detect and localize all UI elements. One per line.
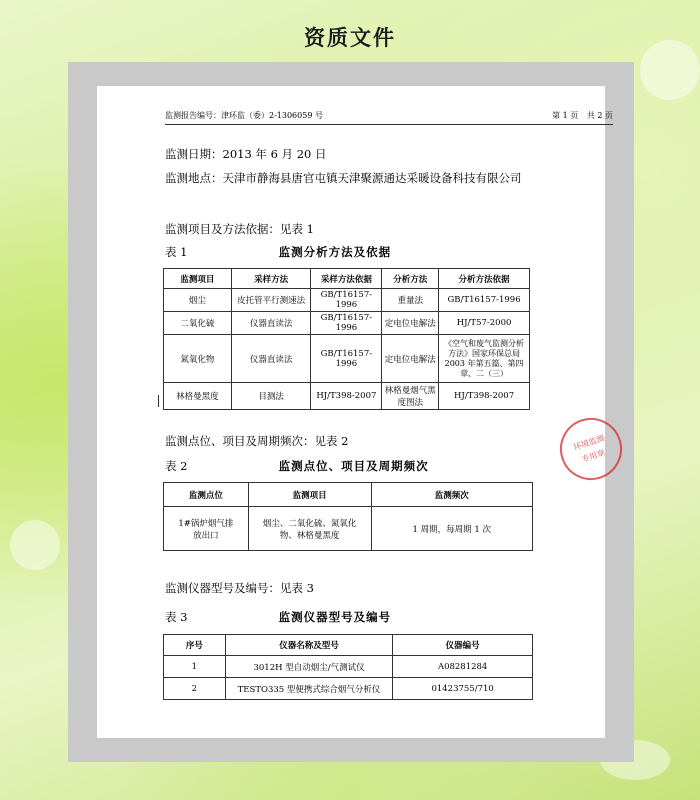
table-cell: 1#锅炉烟气排放出口 [164, 507, 249, 551]
table-cell: HJ/T57-2000 [439, 312, 530, 335]
table1 [163, 268, 530, 410]
table-row [164, 678, 533, 700]
table-row [164, 312, 530, 335]
table1-number: 表 1 [165, 245, 188, 259]
table-cell: 烟尘 [164, 289, 232, 312]
table-cell: TESTO335 型便携式综合烟气分析仪 [225, 678, 393, 700]
table-cell: 《空气和废气监测分析方法》国家环保总局 2003 年第五篇、第四章、二（三） [439, 335, 530, 383]
table-header: 监测点位 [164, 483, 249, 507]
table-row [164, 335, 530, 383]
table2-caption [165, 458, 525, 474]
table-cell: HJ/T398-2007 [311, 383, 382, 410]
table-header: 采样方法依据 [311, 269, 382, 289]
table-cell: 1 周期，每周期 1 次 [371, 507, 533, 551]
table-cell: 目测法 [231, 383, 311, 410]
monitor-site: 监测地点：天津市静海县唐官屯镇天津聚源通达采暖设备科技有限公司 [165, 171, 522, 185]
seal-text-top: 环境监测 [572, 433, 606, 453]
table3-title: 监测仪器型号及编号 [278, 610, 392, 624]
report-number: 监测报告编号：津环监（委）2-1306059 号 [165, 111, 323, 120]
table3-number: 表 3 [165, 610, 188, 624]
table-cell: 1 [164, 656, 226, 678]
table3 [163, 634, 533, 700]
table-cell: GB/T16157-1996 [311, 335, 382, 383]
table-header: 仪器名称及型号 [225, 635, 393, 656]
table-cell: HJ/T398-2007 [439, 383, 530, 410]
table-row [164, 383, 530, 410]
table-cell: 3012H 型自动烟尘/气测试仪 [225, 656, 393, 678]
table2-number: 表 2 [165, 459, 188, 473]
report-header [165, 110, 613, 125]
background-blob [10, 520, 60, 570]
table-cell: A08281284 [393, 656, 533, 678]
table-cell: GB/T16157-1996 [439, 289, 530, 312]
table1-title: 监测分析方法及依据 [278, 245, 392, 259]
table-row [164, 507, 533, 551]
table-header: 监测频次 [371, 483, 533, 507]
seal-text-bottom: 专用章 [580, 448, 607, 465]
items-reference: 监测项目及方法依据：见表 1 [165, 222, 314, 236]
page-total: 共 2 页 [586, 111, 613, 120]
table2-title: 监测点位、项目及周期频次 [278, 459, 429, 473]
instruments-reference: 监测仪器型号及编号：见表 3 [165, 581, 314, 595]
table-cell: 仪器直读法 [231, 312, 311, 335]
table-cell: GB/T16157-1996 [311, 312, 382, 335]
table3-caption [165, 609, 525, 625]
table-header: 采样方法 [231, 269, 311, 289]
table-cell: 二氧化硫 [164, 312, 232, 335]
page-indicator [546, 110, 613, 121]
table-header: 分析方法 [382, 269, 439, 289]
table-row [164, 656, 533, 678]
table-cell: 定电位电解法 [382, 335, 439, 383]
margin-mark [158, 395, 159, 407]
table-cell: 林格曼烟气黑度图法 [382, 383, 439, 410]
table-header: 分析方法依据 [439, 269, 530, 289]
table-cell: 仪器直读法 [231, 335, 311, 383]
table1-caption [165, 244, 525, 260]
page-number: 第 1 页 [552, 111, 579, 120]
table2 [163, 482, 533, 551]
monitor-date: 监测日期：2013 年 6 月 20 日 [165, 147, 327, 161]
table-header: 监测项目 [248, 483, 371, 507]
table-header: 监测项目 [164, 269, 232, 289]
table-cell: 氮氧化物 [164, 335, 232, 383]
table-header: 序号 [164, 635, 226, 656]
table-header: 仪器编号 [393, 635, 533, 656]
table-cell: 重量法 [382, 289, 439, 312]
table-cell: GB/T16157-1996 [311, 289, 382, 312]
points-reference: 监测点位、项目及周期频次：见表 2 [165, 434, 349, 448]
table-cell: 林格曼黑度 [164, 383, 232, 410]
table-cell: 定电位电解法 [382, 312, 439, 335]
table-cell: 烟尘、二氧化硫、氮氧化物、林格曼黑度 [248, 507, 371, 551]
table-row [164, 289, 530, 312]
table-cell: 皮托管平行测速法 [231, 289, 311, 312]
page-title: 资质文件 [304, 26, 396, 50]
table-cell: 01423755/710 [393, 678, 533, 700]
table-cell: 2 [164, 678, 226, 700]
